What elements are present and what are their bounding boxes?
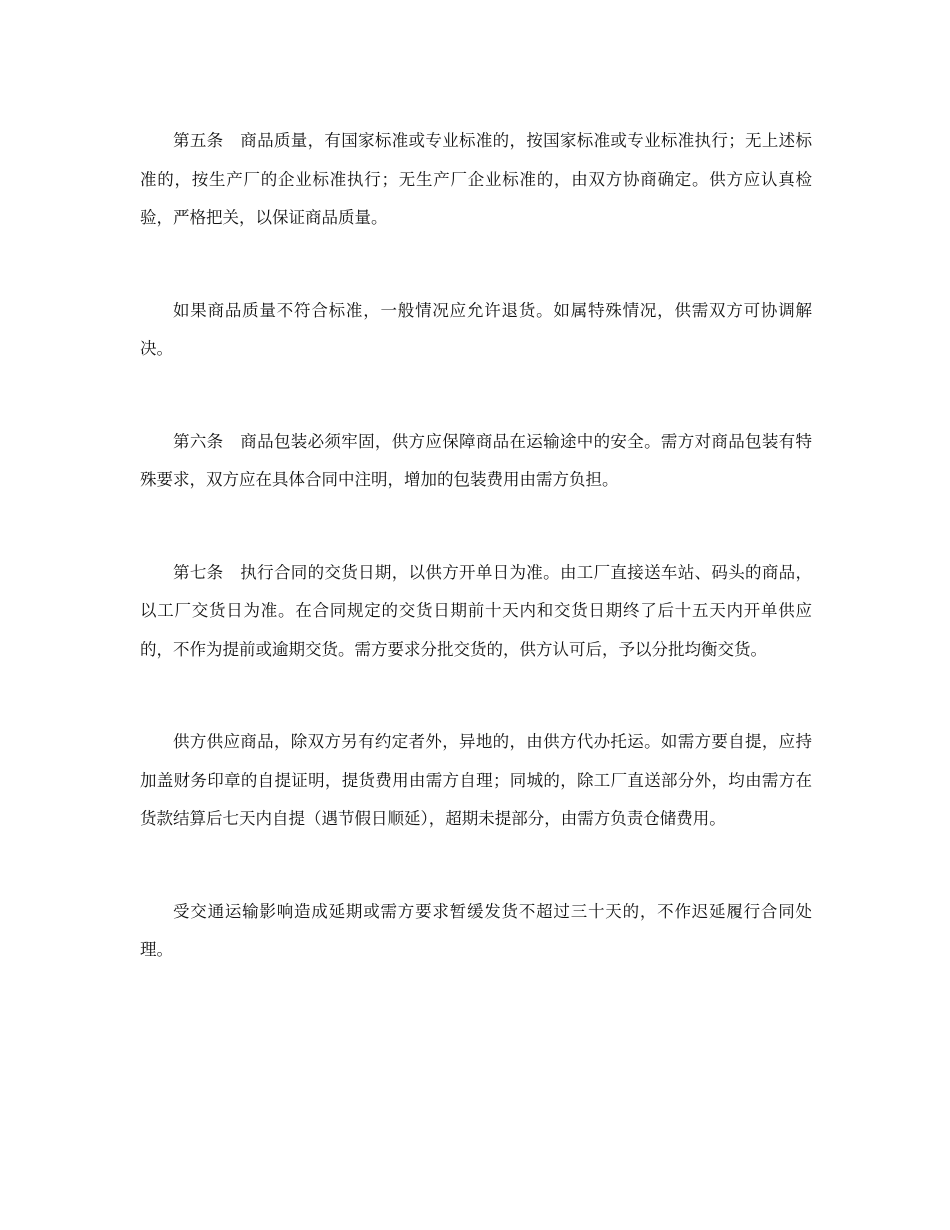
quality-return-paragraph: 如果商品质量不符合标准，一般情况应允许退货。如属特殊情况，供需双方可协调解决。 — [140, 300, 812, 358]
document-body — [140, 122, 812, 1024]
article-5-paragraph: 第五条 商品质量，有国家标准或专业标准的，按国家标准或专业标准执行；无上述标准的，按生产厂的企业标准执行；无生产厂企业标准的，由双方协商确定。供方应认真检验，严格把关，以保证商品质量。 — [140, 131, 812, 227]
delay-clause-paragraph: 受交通运输影响造成延期或需方要求暂缓发货不超过三十天的，不作迟延履行合同处理。 — [140, 901, 812, 959]
article-7-paragraph: 第七条 执行合同的交货日期，以供方开单日为准。由工厂直接送车站、码头的商品，以工厂交货日为准。在合同规定的交货日期前十天内和交货日期终了后十五天内开单供应的，不作为提前或逾期交货。需方要求分批交货的，供方认可后，予以分批均衡交货。 — [140, 562, 812, 659]
delivery-transport-paragraph: 供方供应商品，除双方另有约定者外，异地的，由供方代办托运。如需方要自提，应持加盖财务印章的自提证明，提货费用由需方自理；同城的，除工厂直送部分外，均由需方在货款结算后七天内自提（遇节假日顺延），超期未提部分，由需方负责仓储费用。 — [140, 732, 812, 828]
article-6-paragraph: 第六条 商品包装必须牢固，供方应保障商品在运输途中的安全。需方对商品包装有特殊要求，双方应在具体合同中注明，增加的包装费用由需方负担。 — [140, 431, 812, 489]
